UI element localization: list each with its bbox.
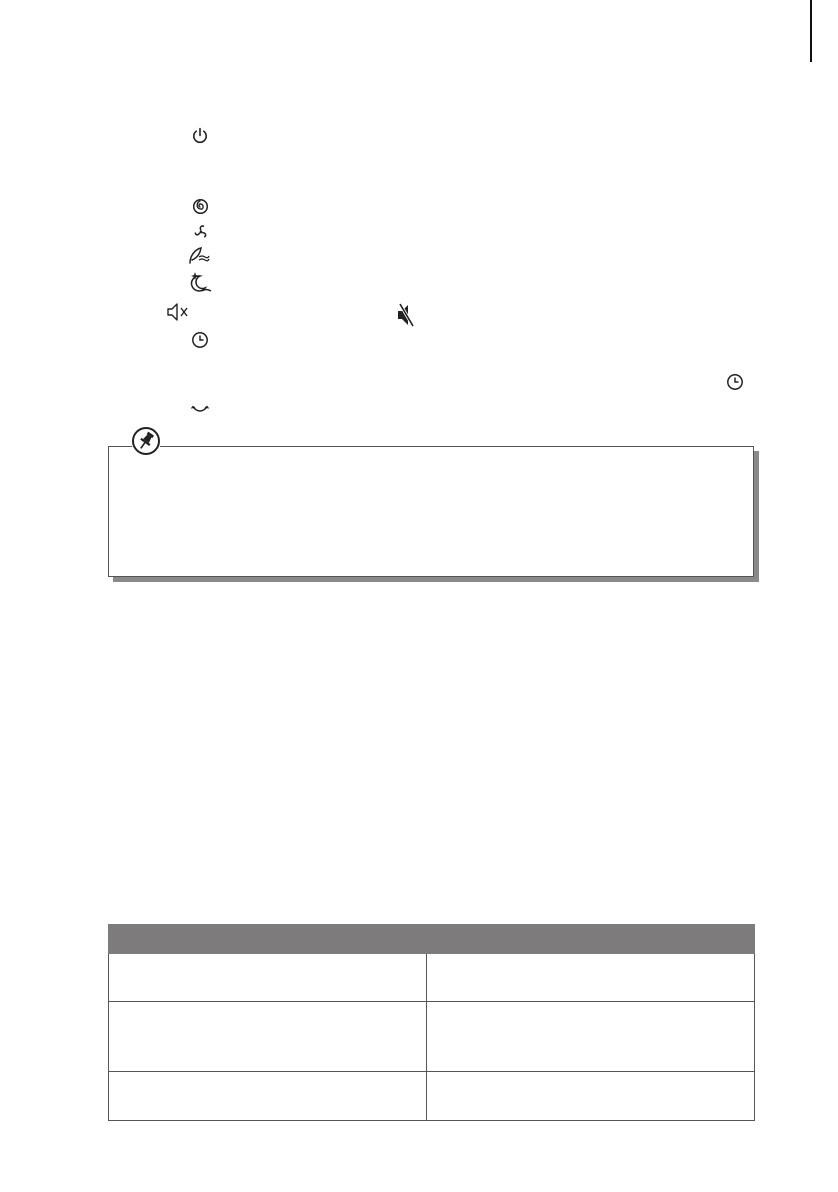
timer-icon: [191, 331, 209, 349]
power-icon: [191, 127, 209, 145]
table-cell: [109, 954, 427, 1002]
note-badge: [131, 426, 161, 456]
sleep-mode-icon: [189, 271, 213, 293]
table-cell: [109, 1002, 427, 1072]
table-cell: [427, 1002, 755, 1072]
table-cell: [427, 1072, 755, 1121]
margin-rule: [810, 0, 812, 62]
table-cell: [109, 1072, 427, 1121]
pushpin-icon: [131, 426, 161, 456]
swing-icon: [191, 404, 209, 416]
speaker-mute-icon: [166, 302, 190, 322]
table-header-row: [109, 925, 755, 954]
timer-icon: [726, 373, 744, 391]
wind-mode-icon: [188, 246, 210, 266]
table-row: [109, 954, 755, 1002]
spec-table: [108, 924, 755, 1121]
note-box: [108, 446, 754, 577]
table-row: [109, 1002, 755, 1072]
table-cell: [427, 954, 755, 1002]
table-row: [109, 1072, 755, 1121]
fan-speed-icon: [193, 224, 209, 240]
table-header-cell: [427, 925, 755, 954]
table-header-cell: [109, 925, 427, 954]
speaker-muted-filled-icon: [396, 303, 416, 327]
purify-icon: [192, 198, 209, 215]
